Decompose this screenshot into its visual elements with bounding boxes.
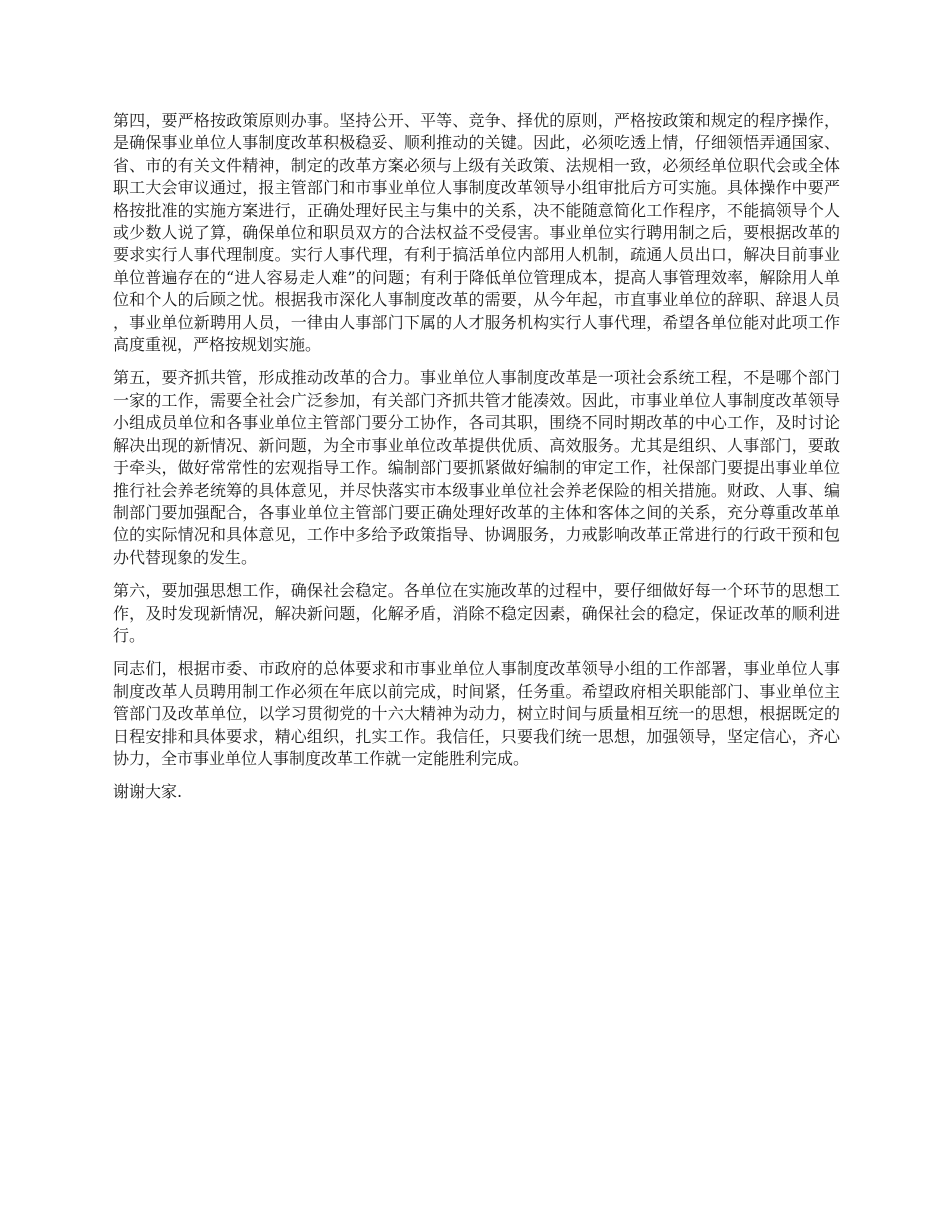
document-body bbox=[113, 110, 840, 815]
paragraph-closing-remarks: 同志们，根据市委、市政府的总体要求和市事业单位人事制度改革领导小组的工作部署，事业单位人事制度改革人员聘用制工作必须在年底以前完成，时间紧，任务重。希望政府相关职能部门、事业单位主管部门及改革单位，以学习贯彻党的十六大精神为动力，树立时间与质量相互统一的思想，根据既定的日程安排和具体要求，精心组织，扎实工作。我信任，只要我们统一思想，加强领导，坚定信心，齐心协力，全市事业单位人事制度改革工作就一定能胜利完成。 bbox=[113, 659, 840, 768]
paragraph-fifth-point: 第五，要齐抓共管，形成推动改革的合力。事业单位人事制度改革是一项社会系统工程，不是哪个部门一家的工作，需要全社会广泛参加，有关部门齐抓共管才能凑效。因此，市事业单位人事制度改革领导小组成员单位和各事业单位主管部门要分工协作，各司其职，围绕不同时期改革的中心工作，及时讨论解决出现的新情况、新问题，为全市事业单位改革提供优质、高效服务。尤其是组织、人事部门，要敢于牵头，做好常常性的宏观指导工作。编制部门要抓紧做好编制的审定工作，社保部门要提出事业单位推行社会养老统筹的具体意见，并尽快落实市本级事业单位社会养老保险的相关措施。财政、人事、编制部门要加强配合，各事业单位主管部门要正确处理好改革的主体和客体之间的关系，充分尊重改革单位的实际情况和具体意见，工作中多给予政策指导、协调服务，力戒影响改革正常进行的行政干预和包办代替现象的发生。 bbox=[113, 368, 840, 567]
paragraph-sixth-point: 第六，要加强思想工作，确保社会稳定。各单位在实施改革的过程中，要仔细做好每一个环节的思想工作，及时发现新情况，解决新问题，化解矛盾，消除不稳定因素，确保社会的稳定，保证改革的顺利进行。 bbox=[113, 581, 840, 645]
paragraph-thanks: 谢谢大家. bbox=[113, 782, 183, 802]
paragraph-fourth-point: 第四，要严格按政策原则办事。坚持公开、平等、竞争、择优的原则，严格按政策和规定的程序操作，是确保事业单位人事制度改革积极稳妥、顺利推动的关键。因此，必须吃透上情，仔细领悟弄通国家、省、市的有关文件精神，制定的改革方案必须与上级有关政策、法规相一致，必须经单位职代会或全体职工大会审议通过，报主管部门和市事业单位人事制度改革领导小组审批后方可实施。具体操作中要严格按批准的实施方案进行，正确处理好民主与集中的关系，决不能随意简化工作程序，不能搞领导个人或少数人说了算，确保单位和职员双方的合法权益不受侵害。事业单位实行聘用制之后，要根据改革的要求实行人事代理制度。实行人事代理，有利于搞活单位内部用人机制，疏通人员出口，解决目前事业单位普遍存在的“进人容易走人难”的问题；有利于降低单位管理成本，提高人事管理效率，解除用人单位和个人的后顾之忧。根据我市深化人事制度改革的需要，从今年起，市直事业单位的辞职、辞退人员，事业单位新聘用人员，一律由人事部门下属的人才服务机构实行人事代理，希望各单位能对此项工作高度重视，严格按规划实施。 bbox=[113, 111, 840, 355]
